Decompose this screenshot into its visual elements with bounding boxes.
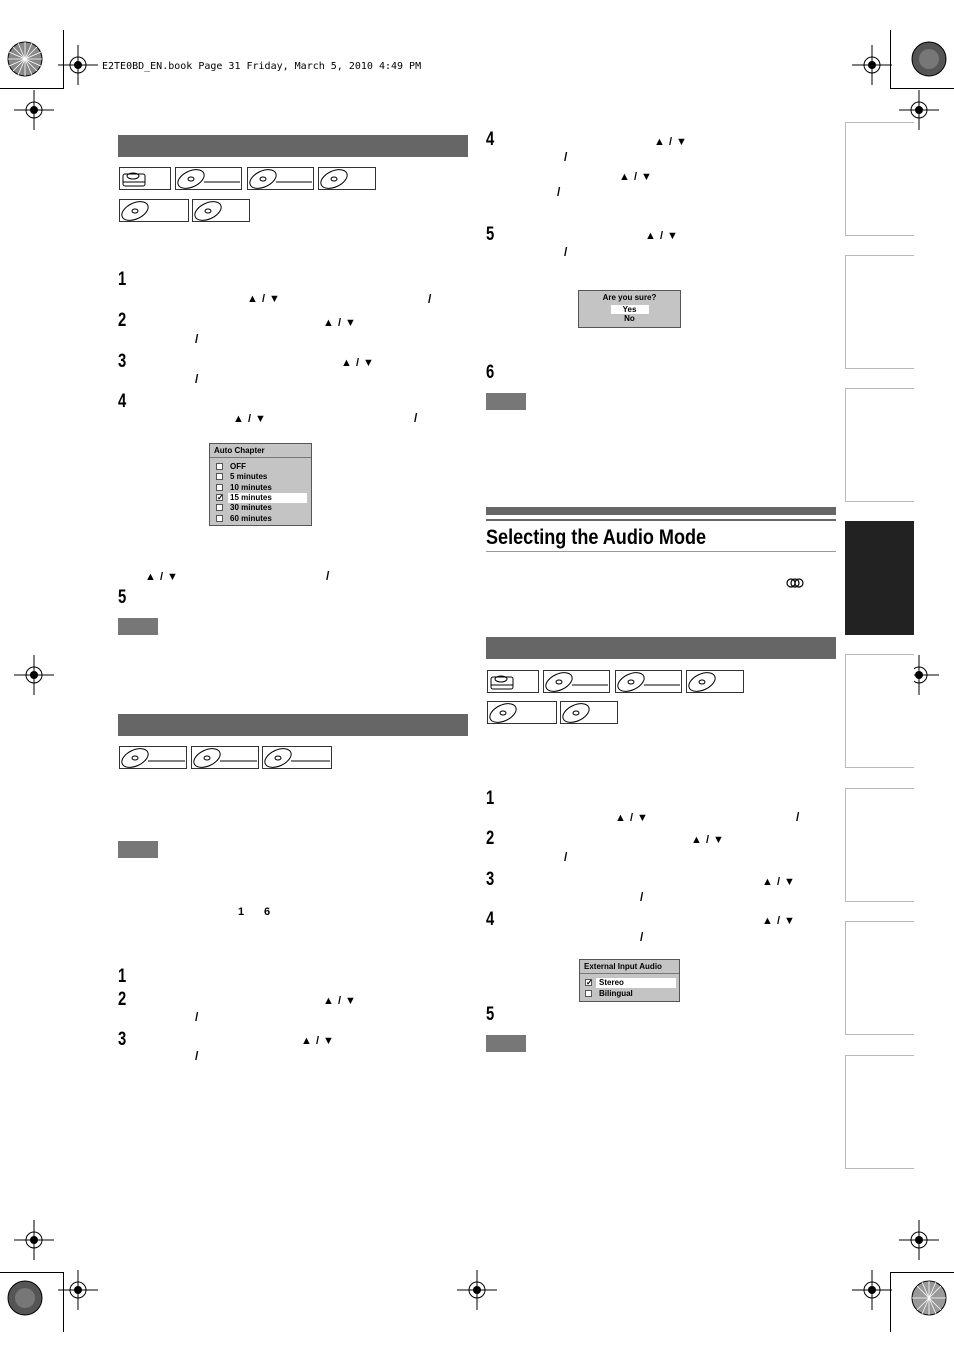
option-label[interactable]: OFF (230, 462, 246, 471)
slash: / (195, 1010, 199, 1024)
color-wheel-icon (6, 40, 44, 78)
page-title: Selecting the Audio Mode (486, 526, 707, 549)
up-down-arrow-icon: ▲ / ▼ (762, 915, 796, 927)
registration-mark-icon (14, 90, 54, 130)
disc-icon (487, 701, 557, 724)
option-label[interactable]: 5 minutes (230, 472, 268, 481)
side-tab-active[interactable] (845, 521, 914, 635)
slash: / (564, 850, 568, 864)
slash: / (640, 930, 644, 944)
checkbox-checked[interactable]: ✓ (586, 978, 593, 987)
remote-icon (786, 577, 804, 589)
section-bar (118, 714, 468, 736)
disc-icon (119, 199, 189, 222)
option-label[interactable]: 60 minutes (230, 514, 272, 523)
slash: / (796, 810, 800, 824)
up-down-arrow-icon: ▲ / ▼ (691, 834, 725, 846)
step-number: 5 (486, 224, 495, 245)
disc-icon (318, 167, 376, 190)
checkbox[interactable] (585, 990, 592, 997)
file-info-header: E2TE0BD_EN.book Page 31 Friday, March 5, 2010 4:49 PM (102, 61, 422, 72)
title-rule-thin (486, 519, 836, 521)
slash: / (640, 890, 644, 904)
step-number: 1 (118, 966, 127, 987)
slash: / (326, 569, 330, 583)
option-label[interactable]: Bilingual (599, 989, 633, 998)
side-tab-6[interactable] (845, 788, 914, 902)
no-button[interactable]: No (624, 314, 635, 323)
disc-icon (192, 199, 250, 222)
slash: / (564, 150, 568, 164)
inline-step-ref: 6 (264, 906, 271, 918)
inline-step-ref: 1 (238, 906, 245, 918)
section-bar (486, 637, 836, 659)
registration-mark-icon (852, 45, 892, 85)
title-rule-thick (486, 507, 836, 515)
step-number: 4 (486, 909, 495, 930)
registration-mark-icon (58, 45, 98, 85)
external-audio-title: External Input Audio (580, 960, 679, 974)
slash: / (557, 185, 561, 199)
disc-icon (262, 746, 332, 769)
corner-rule (0, 1272, 64, 1273)
corner-rule (890, 1272, 954, 1273)
checkbox[interactable] (216, 484, 223, 491)
side-tab-7[interactable] (845, 921, 914, 1035)
disc-icon (686, 670, 744, 693)
checkbox[interactable] (216, 504, 223, 511)
color-wheel-icon (910, 40, 948, 78)
disc-icon (247, 167, 314, 190)
registration-mark-icon (852, 1270, 892, 1310)
up-down-arrow-icon: ▲ / ▼ (323, 995, 357, 1007)
disc-icon (175, 167, 242, 190)
registration-mark-icon (14, 655, 54, 695)
step-number: 3 (118, 351, 127, 372)
section-bar (118, 135, 468, 157)
side-tab-8[interactable] (845, 1055, 914, 1169)
hdd-icon (119, 167, 171, 190)
checkbox[interactable] (216, 515, 223, 522)
slash: / (195, 1049, 199, 1063)
disc-icon (191, 746, 259, 769)
checkbox[interactable] (216, 463, 223, 470)
disc-icon (543, 670, 610, 693)
option-label[interactable]: 15 minutes (230, 493, 272, 502)
slash: / (428, 292, 432, 306)
note-badge (118, 841, 158, 858)
step-number: 5 (486, 1004, 495, 1025)
corner-rule (890, 88, 954, 89)
up-down-arrow-icon: ▲ / ▼ (619, 171, 653, 183)
side-tab-3[interactable] (845, 388, 914, 502)
auto-chapter-title: Auto Chapter (210, 444, 311, 458)
external-input-audio-menu (579, 959, 680, 1002)
up-down-arrow-icon: ▲ / ▼ (654, 136, 688, 148)
slash: / (195, 332, 199, 346)
registration-mark-icon (14, 1220, 54, 1260)
corner-rule (0, 88, 64, 89)
step-number: 4 (486, 129, 495, 150)
slash: / (564, 245, 568, 259)
step-number: 3 (486, 869, 495, 890)
up-down-arrow-icon: ▲ / ▼ (762, 876, 796, 888)
step-number: 1 (118, 269, 127, 290)
disc-icon (615, 670, 682, 693)
step-number: 4 (118, 391, 127, 412)
step-number: 2 (118, 310, 127, 331)
confirm-dialog (578, 290, 681, 328)
color-wheel-icon (910, 1279, 948, 1317)
side-tab-5[interactable] (845, 654, 914, 768)
note-badge (486, 393, 526, 410)
option-label[interactable]: 10 minutes (230, 483, 272, 492)
up-down-arrow-icon: ▲ / ▼ (301, 1035, 335, 1047)
disc-icon (560, 701, 618, 724)
up-down-arrow-icon: ▲ / ▼ (145, 571, 179, 583)
option-label[interactable]: Stereo (599, 978, 624, 987)
checkbox[interactable] (216, 473, 223, 480)
side-tab-1[interactable] (845, 122, 914, 236)
slash: / (195, 372, 199, 386)
color-wheel-icon (6, 1279, 44, 1317)
slash: / (414, 411, 418, 425)
step-number: 6 (486, 362, 495, 383)
up-down-arrow-icon: ▲ / ▼ (323, 317, 357, 329)
hdd-icon (487, 670, 539, 693)
up-down-arrow-icon: ▲ / ▼ (615, 812, 649, 824)
auto-chapter-menu (209, 443, 312, 526)
step-number: 1 (486, 788, 495, 809)
side-tab-2[interactable] (845, 255, 914, 369)
step-number: 3 (118, 1029, 127, 1050)
step-number: 2 (118, 989, 127, 1010)
up-down-arrow-icon: ▲ / ▼ (247, 293, 281, 305)
disc-icon (119, 746, 187, 769)
up-down-arrow-icon: ▲ / ▼ (341, 357, 375, 369)
checkbox-checked[interactable]: ✓ (217, 493, 224, 502)
confirm-question: Are you sure? (602, 293, 657, 302)
up-down-arrow-icon: ▲ / ▼ (645, 230, 679, 242)
title-underline (486, 551, 836, 552)
step-number: 2 (486, 828, 495, 849)
step-number: 5 (118, 587, 127, 608)
registration-mark-icon (58, 1270, 98, 1310)
option-label[interactable]: 30 minutes (230, 503, 272, 512)
note-badge (486, 1035, 526, 1052)
up-down-arrow-icon: ▲ / ▼ (233, 413, 267, 425)
registration-mark-icon (457, 1270, 497, 1310)
yes-button[interactable]: Yes (611, 305, 649, 314)
note-badge (118, 618, 158, 635)
registration-mark-icon (899, 1220, 939, 1260)
